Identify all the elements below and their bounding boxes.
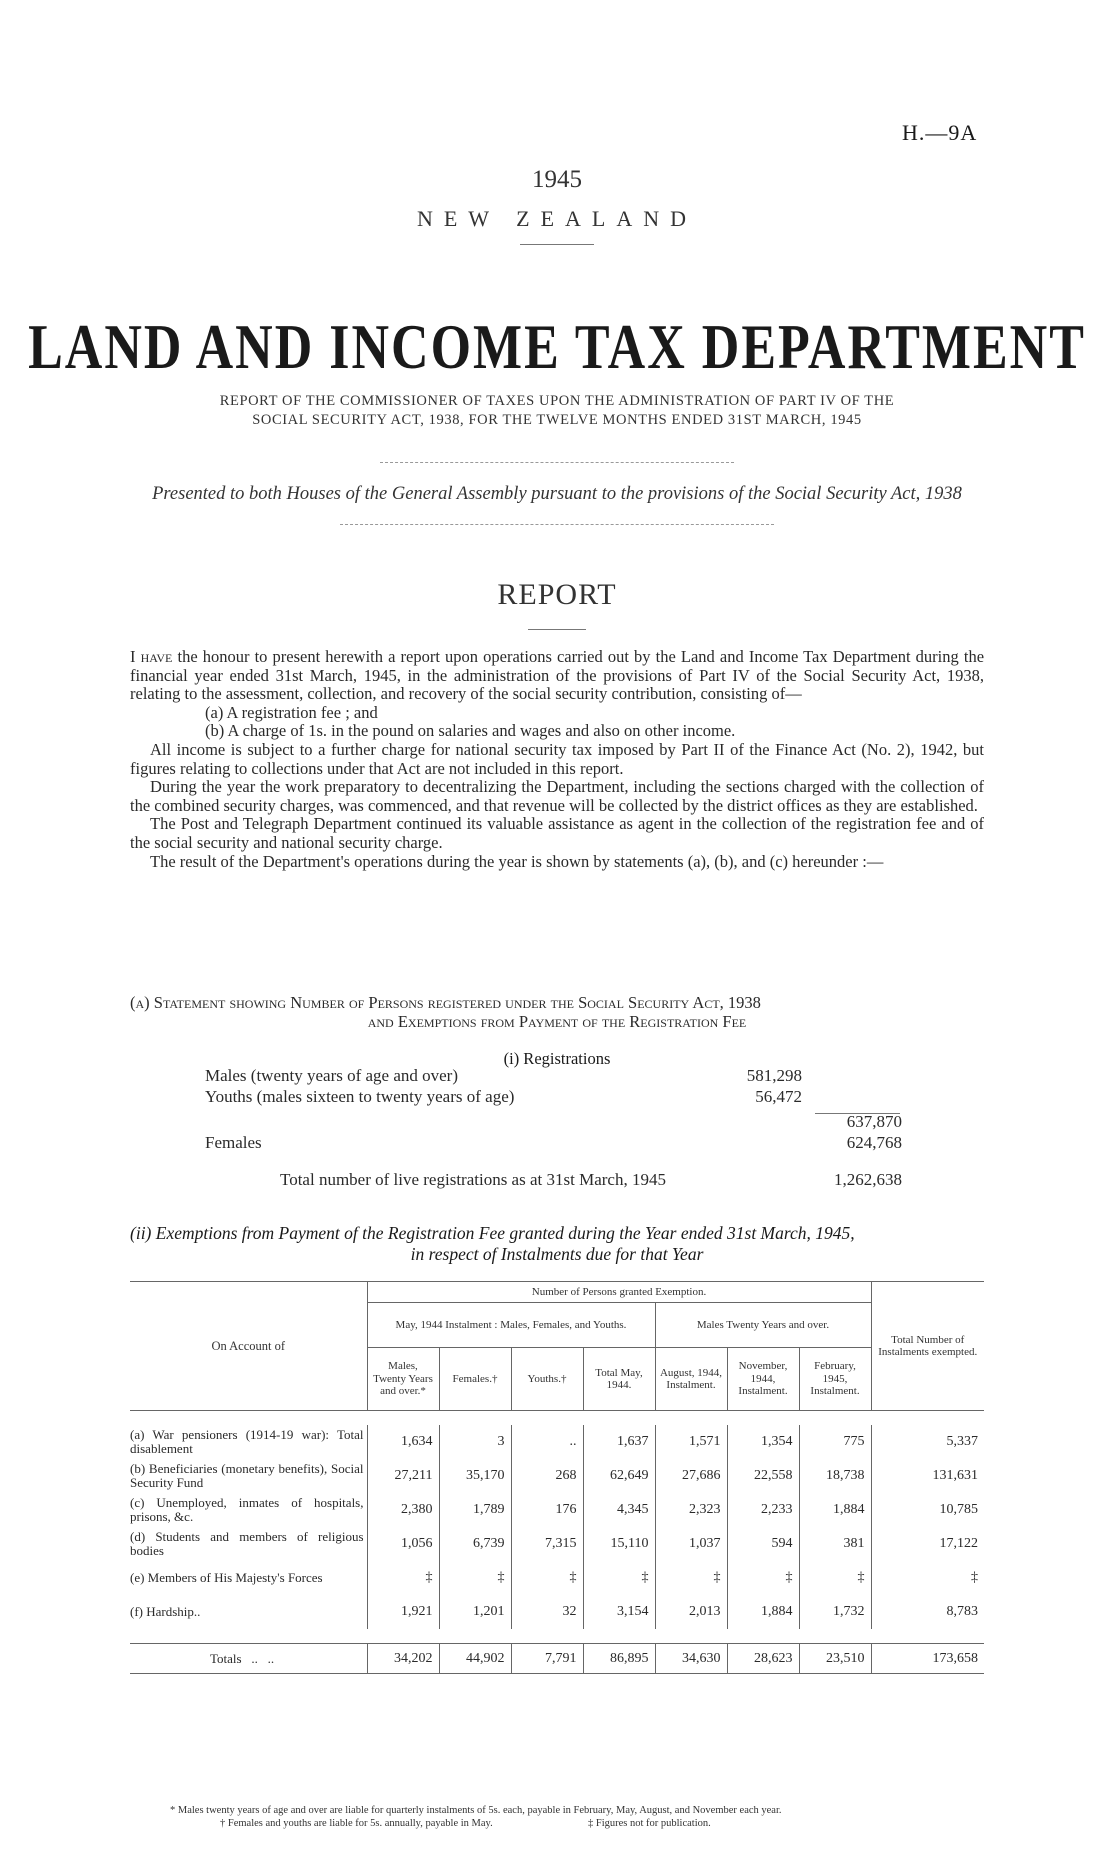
row-label: (b) Beneficiaries (monetary benefits), Social Security Fund: [130, 1461, 364, 1490]
table-cell: 268: [511, 1459, 583, 1493]
table-cell: 32: [511, 1595, 583, 1629]
row-label: (d) Students and members of religious bodies: [130, 1529, 364, 1558]
statement-a-heading: [130, 993, 984, 1031]
column-header: Females.†: [439, 1348, 511, 1411]
table-cell: ..: [511, 1425, 583, 1459]
table-cell: 35,170: [439, 1459, 511, 1493]
registrations-subheading: (i) Registrations: [503, 1049, 611, 1068]
table-cell: 1,571: [655, 1425, 727, 1459]
totals-label-text: Totals: [210, 1650, 242, 1666]
table-cell: 4,345: [583, 1493, 655, 1527]
table-cell: 1,354: [727, 1425, 799, 1459]
paragraph-lead: I have: [130, 647, 173, 666]
table-cell: 22,558: [727, 1459, 799, 1493]
table-row: [130, 1595, 984, 1629]
footnote: * Males twenty years of age and over are liable for quarterly instalments of 5s. each, payable in February, May, August, and November each year.: [170, 1805, 782, 1816]
table-cell: 1,201: [439, 1595, 511, 1629]
list-item: (b) A charge of 1s. in the pound on salaries and wages and also on other income.: [205, 721, 736, 741]
table-cell: 2,233: [727, 1493, 799, 1527]
report-subtitle: [120, 392, 994, 430]
table-cell: ‡: [583, 1561, 655, 1595]
table-cell: 5,337: [871, 1425, 984, 1459]
table-cell: ‡: [871, 1561, 984, 1595]
table-cell: 381: [799, 1527, 871, 1561]
table-cell: ‡: [727, 1561, 799, 1595]
statement-heading-line-1: (a) Statement showing Number of Persons registered under the Social Security Act, 1938: [130, 993, 761, 1012]
footnote-line: [130, 1818, 984, 1831]
report-heading: REPORT: [497, 578, 617, 611]
table-row: [130, 1561, 984, 1595]
table-row: [130, 1425, 984, 1459]
table-cell: 1,634: [367, 1425, 439, 1459]
footnote: ‡ Figures not for publication.: [587, 1817, 711, 1829]
table-cell: 176: [511, 1493, 583, 1527]
paragraph: During the year the work preparatory to decentralizing the Department, including the sections charged with the collection of the combined security charges, was commenced, and that revenue will be collected by the district offices as they are established.: [130, 777, 984, 815]
table-row: [130, 1459, 984, 1493]
paragraph: The Post and Telegraph Department continued its valuable assistance as agent in the collection of the registration fee and of the social security and national security charge.: [130, 814, 984, 852]
total-cell: 34,630: [655, 1644, 727, 1674]
table-cell: ‡: [799, 1561, 871, 1595]
row-label: (a) War pensioners (1914-19 war): Total disablement: [130, 1427, 364, 1456]
on-account-of-header: On Account of: [130, 1282, 367, 1411]
report-body: [130, 648, 984, 871]
table-cell: ‡: [655, 1561, 727, 1595]
total-cell: 44,902: [439, 1644, 511, 1674]
exemptions-heading: [130, 1223, 984, 1265]
table-cell: 15,110: [583, 1527, 655, 1561]
registration-total-label: Total number of live registrations as at 31st March, 1945: [280, 1170, 666, 1189]
registration-value-youths: 56,472: [755, 1087, 802, 1106]
exemptions-heading-line-2: in respect of Instalments due for that Year: [410, 1244, 704, 1264]
table-cell: 775: [799, 1425, 871, 1459]
row-label: (f) Hardship..: [130, 1604, 201, 1619]
table-cell: 1,056: [367, 1527, 439, 1561]
divider: [340, 524, 774, 525]
number-of-persons-header: Number of Persons granted Exemption.: [367, 1282, 871, 1303]
total-cell: 28,623: [727, 1644, 799, 1674]
table-cell: ‡: [439, 1561, 511, 1595]
list-item: (a) A registration fee ; and: [205, 702, 378, 722]
footnotes: [130, 1805, 984, 1830]
paragraph: The result of the Department's operations during the year is shown by statements (a), (b), and (c) hereunder :—: [150, 851, 884, 871]
table-cell: ‡: [367, 1561, 439, 1595]
table-row: [130, 1493, 984, 1527]
table-cell: 3,154: [583, 1595, 655, 1629]
department-title: LAND AND INCOME TAX DEPARTMENT: [28, 313, 1086, 383]
table-cell: 3: [439, 1425, 511, 1459]
column-header: Youths.†: [511, 1348, 583, 1411]
table-cell: 2,013: [655, 1595, 727, 1629]
total-cell: 7,791: [511, 1644, 583, 1674]
registration-label-males: Males (twenty years of age and over): [205, 1066, 459, 1085]
paragraph-text: the honour to present herewith a report upon operations carried out by the Land and Income Tax Department during the financial year ended 31st March, 1945, in the administration of the provisions of Part IV of the Social Security Act, 1938, relating to the assessment, collection, and recovery of the social security contribution, consisting of—: [130, 647, 985, 704]
column-header: August, 1944, Instalment.: [655, 1348, 727, 1411]
subtitle-line-2: SOCIAL SECURITY ACT, 1938, FOR THE TWELVE MONTHS ENDED 31ST MARCH, 1945: [252, 412, 862, 428]
registration-total-value: 1,262,638: [834, 1170, 902, 1189]
table-cell: 1,884: [799, 1493, 871, 1527]
table-cell: ‡: [511, 1561, 583, 1595]
subtitle-line-1: REPORT OF THE COMMISSIONER OF TAXES UPON THE ADMINISTRATION OF PART IV OF THE: [219, 393, 895, 409]
document-reference: H.—9A: [902, 120, 978, 145]
table-cell: 10,785: [871, 1493, 984, 1527]
total-cell: 23,510: [799, 1644, 871, 1674]
table-cell: 62,649: [583, 1459, 655, 1493]
table-cell: 27,211: [367, 1459, 439, 1493]
registration-label-females: Females: [205, 1133, 262, 1152]
table-cell: 2,380: [367, 1493, 439, 1527]
total-instalments-header: Total Number of Instalments exempted.: [871, 1282, 984, 1411]
table-cell: 1,732: [799, 1595, 871, 1629]
column-header: November, 1944, Instalment.: [727, 1348, 799, 1411]
may-instalment-group-header: May, 1944 Instalment : Males, Females, and Youths.: [367, 1303, 655, 1348]
divider: [528, 629, 586, 630]
exemptions-heading-line-1: (ii) Exemptions from Payment of the Registration Fee granted during the Year ended 31st March, 1945,: [130, 1223, 855, 1243]
registration-subtotal-males: 637,870: [846, 1112, 902, 1131]
table-cell: 7,315: [511, 1527, 583, 1561]
paragraph: [130, 648, 984, 704]
males-twenty-group-header: Males Twenty Years and over.: [655, 1303, 871, 1348]
total-cell: 173,658: [871, 1644, 984, 1674]
table-cell: 18,738: [799, 1459, 871, 1493]
table-cell: 1,037: [655, 1527, 727, 1561]
table-cell: 1,921: [367, 1595, 439, 1629]
totals-label: Totals .. ..: [130, 1644, 367, 1674]
statement-heading-line-2: and Exemptions from Payment of the Registration Fee: [367, 1012, 747, 1031]
table-cell: 27,686: [655, 1459, 727, 1493]
exemptions-table: [130, 1281, 984, 1674]
table-cell: 1,884: [727, 1595, 799, 1629]
divider: [520, 244, 594, 245]
paragraph: All income is subject to a further charge for national security tax imposed by Part II of the Finance Act (No. 2), 1942, but figures relating to collections under that Act are not included in this report.: [130, 739, 984, 778]
row-label: (c) Unemployed, inmates of hospitals, prisons, &c.: [130, 1495, 364, 1524]
registration-label-youths: Youths (males sixteen to twenty years of age): [205, 1087, 515, 1106]
column-header: Males, Twenty Years and over.*: [367, 1348, 439, 1411]
row-label: (e) Members of His Majesty's Forces: [130, 1570, 323, 1585]
totals-row: [130, 1644, 984, 1674]
table-cell: 594: [727, 1527, 799, 1561]
table-cell: 131,631: [871, 1459, 984, 1493]
table-row: [130, 1527, 984, 1561]
table-cell: 6,739: [439, 1527, 511, 1561]
registration-value-females: 624,768: [846, 1133, 902, 1152]
table-cell: 17,122: [871, 1527, 984, 1561]
document-year: 1945: [532, 166, 582, 193]
registration-value-males: 581,298: [746, 1066, 802, 1085]
table-cell: 8,783: [871, 1595, 984, 1629]
column-header: February, 1945, Instalment.: [799, 1348, 871, 1411]
divider: [380, 462, 734, 463]
total-cell: 34,202: [367, 1644, 439, 1674]
footnote: † Females and youths are liable for 5s. annually, payable in May.: [220, 1817, 493, 1829]
table-cell: 1,789: [439, 1493, 511, 1527]
country-name: NEW ZEALAND: [416, 206, 698, 231]
table-cell: 1,637: [583, 1425, 655, 1459]
presented-line: Presented to both Houses of the General Assembly pursuant to the provisions of the Social Security Act, 1938: [152, 484, 962, 504]
column-header: Total May, 1944.: [583, 1348, 655, 1411]
table-cell: 2,323: [655, 1493, 727, 1527]
total-cell: 86,895: [583, 1644, 655, 1674]
